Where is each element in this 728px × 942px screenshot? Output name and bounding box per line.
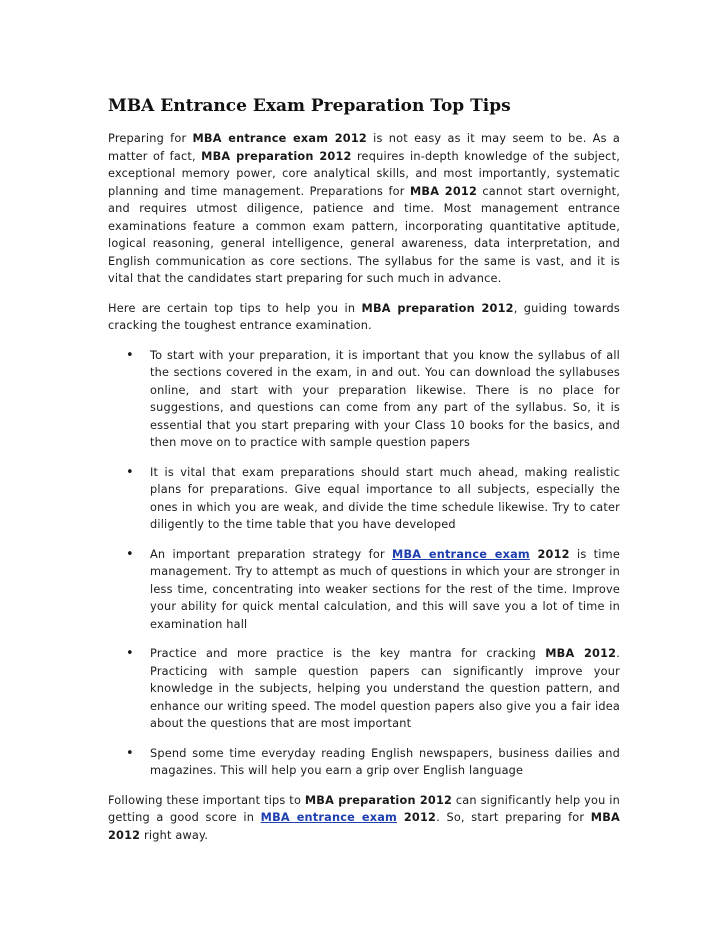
list-item <box>108 546 620 634</box>
tip-text: is time management. Try to attempt as much of questions in which your are stronger in less time, concentrating into weaker sections for the rest of the time. Improve your ability for quick mental calculation, and this will save you a lot of time in examination hall <box>150 547 620 631</box>
tip-text: To start with your preparation, it is important that you know the syllabus of all the sections covered in the exam, in and out. You can download the syllabuses online, and start with your preparation likewise. There is no place for suggestions, and questions can come from any part of the syllabus. So, it is essential that you start preparing with your Class 10 books for the basics, and then move on to practice with sample question papers <box>150 348 620 449</box>
text-run: Here are certain top tips to help you in <box>108 301 362 315</box>
text-run: Following these important tips to <box>108 793 305 807</box>
text-run: right away. <box>140 828 209 842</box>
mba-entrance-exam-link[interactable]: MBA entrance exam <box>260 811 397 824</box>
bold-phrase: 2012 <box>397 811 437 824</box>
bullet-icon: • <box>126 646 134 661</box>
intro-paragraph <box>108 130 620 288</box>
tip-text: An important preparation strategy for <box>150 547 393 561</box>
bold-phrase: MBA 2012 <box>545 647 617 660</box>
text-run: , guiding towards cracking the toughest entrance examination. <box>108 301 620 332</box>
bullet-icon: • <box>126 464 134 480</box>
bullet-icon: • <box>126 546 134 562</box>
text-run: Preparing for <box>108 132 193 145</box>
bold-phrase: 2012 <box>529 547 570 561</box>
text-run: requires in-depth knowledge of the subject, exceptional memory power, core analytical skills, and most importantly, systematic planning and time management. Preparations for <box>108 149 621 198</box>
bold-phrase: MBA preparation 2012 <box>304 793 453 807</box>
mba-entrance-exam-link[interactable]: MBA entrance exam <box>392 547 530 561</box>
bold-phrase: MBA preparation 2012 <box>361 301 514 315</box>
list-item <box>108 464 620 534</box>
tip-text: Spend some time everyday reading English newspapers, business dailies and magazines. This will help you earn a grip over English language <box>150 746 620 777</box>
list-item <box>108 745 620 780</box>
bold-phrase: MBA preparation 2012 <box>201 149 352 163</box>
bold-phrase: MBA 2012 <box>108 811 620 842</box>
text-run: . So, start preparing for <box>436 811 591 824</box>
tips-intro-paragraph <box>108 300 620 335</box>
list-item <box>108 347 620 452</box>
bold-phrase: MBA entrance exam 2012 <box>192 132 367 145</box>
bullet-icon: • <box>126 745 134 761</box>
tip-text: . Practicing with sample question papers can significantly improve your knowledge in the subjects, helping you understand the question pattern, and enhance our writing speed. The model question papers also give you a fair idea about the questions that are most important <box>150 647 620 730</box>
text-run: is not easy as it may seem to be. As a matter of fact, <box>108 132 621 163</box>
list-item <box>108 645 620 733</box>
bullet-icon: • <box>126 347 134 363</box>
closing-paragraph <box>108 792 620 845</box>
document-page <box>108 94 620 856</box>
text-run: cannot start overnight, and requires utmost diligence, patience and time. Most management entrance examinations feature a common exam pattern, incorporating quantitative aptitude, logical reasoning, general intelligence, general awareness, data interpretation, and English communication as core sections. The syllabus for the same is vast, and it is vital that the candidates start preparing for such much in advance. <box>108 184 620 285</box>
tip-text: It is vital that exam preparations should start much ahead, making realistic plans for preparations. Give equal importance to all subjects, especially the ones in which you are weak, and divide the time schedule likewise. Try to cater diligently to the time table that you have developed <box>150 465 620 531</box>
text-run: can significantly help you in getting a good score in <box>108 793 620 824</box>
page-title: MBA Entrance Exam Preparation Top Tips <box>108 96 511 116</box>
tip-text: Practice and more practice is the key mantra for cracking <box>150 647 546 660</box>
tips-list <box>108 347 620 780</box>
bold-phrase: MBA 2012 <box>409 184 478 198</box>
